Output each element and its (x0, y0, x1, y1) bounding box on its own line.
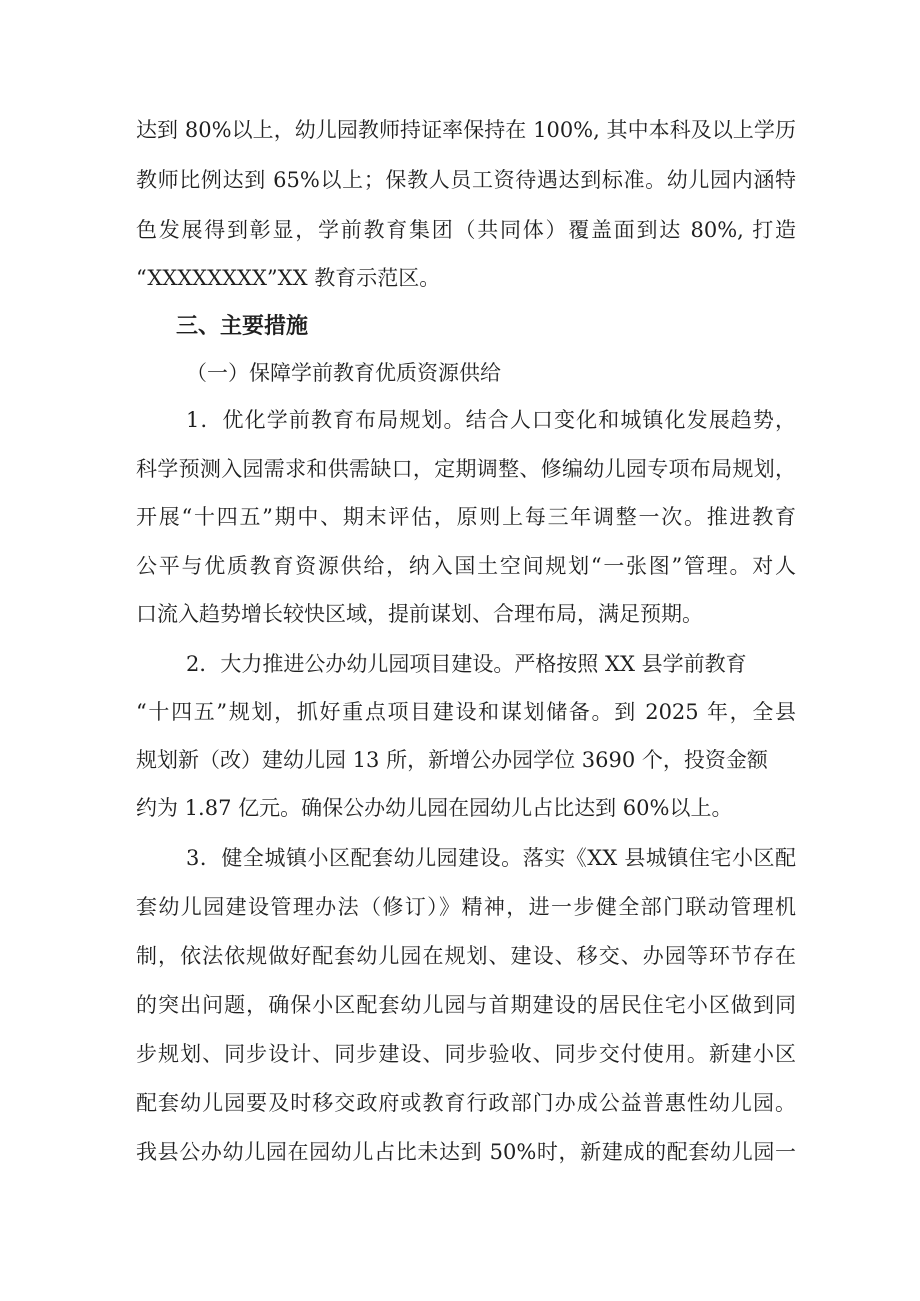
paragraph-line: 口流入趋势增长较快区域，提前谋划、合理布局，满足预期。 (136, 602, 703, 626)
paragraph-line: 制，依法依规做好配套幼儿园在规划、建设、移交、办园等环节存在 (136, 944, 796, 968)
paragraph-line: 套幼儿园建设管理办法（修订）》精神，进一步健全部门联动管理机 (136, 895, 796, 919)
paragraph-line: “十四五”规划，抓好重点项目建设和谋划储备。到 2025 年，全县 (136, 700, 796, 724)
paragraph-line: 科学预测入园需求和供需缺口，定期调整、修编幼儿园专项布局规划， (136, 457, 796, 481)
paragraph-line: 我县公办幼儿园在园幼儿占比未达到 50%时，新建成的配套幼儿园一 (136, 1140, 796, 1164)
paragraph-line: “XXXXXXXX”XX 教育示范区。 (136, 266, 441, 290)
paragraph-line: 的突出问题，确保小区配套幼儿园与首期建设的居民住宅小区做到同 (136, 993, 796, 1017)
paragraph-line: 开展“十四五”期中、期末评估，原则上每三年调整一次。推进教育 (136, 505, 796, 529)
paragraph-line: 1．优化学前教育布局规划。结合人口变化和城镇化发展趋势， (186, 408, 796, 432)
paragraph-line: 约为 1.87 亿元。确保公办幼儿园在园幼儿占比达到 60%以上。 (136, 796, 733, 820)
paragraph-line: 公平与优质教育资源供给，纳入国土空间规划“一张图”管理。对人 (136, 554, 796, 578)
paragraph-line: 步规划、同步设计、同步建设、同步验收、同步交付使用。新建小区 (136, 1042, 796, 1066)
paragraph-line: 2．大力推进公办幼儿园项目建设。严格按照 XX 县学前教育 (186, 652, 747, 676)
paragraph-line: 3．健全城镇小区配套幼儿园建设。落实《XX 县城镇住宅小区配 (186, 846, 796, 870)
sub-heading: （一）保障学前教育优质资源供给 (186, 361, 501, 385)
paragraph-line: 色发展得到彰显，学前教育集团（共同体）覆盖面到达 80%, 打造 (136, 218, 796, 242)
section-heading: 三、主要措施 (176, 314, 309, 339)
paragraph-line: 达到 80%以上，幼儿园教师持证率保持在 100%, 其中本科及以上学历 (136, 118, 796, 142)
paragraph-line: 规划新（改）建幼儿园 13 所，新增公办园学位 3690 个，投资金额 (136, 748, 768, 772)
paragraph-line: 教师比例达到 65%以上；保教人员工资待遇达到标准。幼儿园内涵特 (136, 168, 796, 192)
paragraph-line: 配套幼儿园要及时移交政府或教育行政部门办成公益普惠性幼儿园。 (136, 1091, 796, 1115)
